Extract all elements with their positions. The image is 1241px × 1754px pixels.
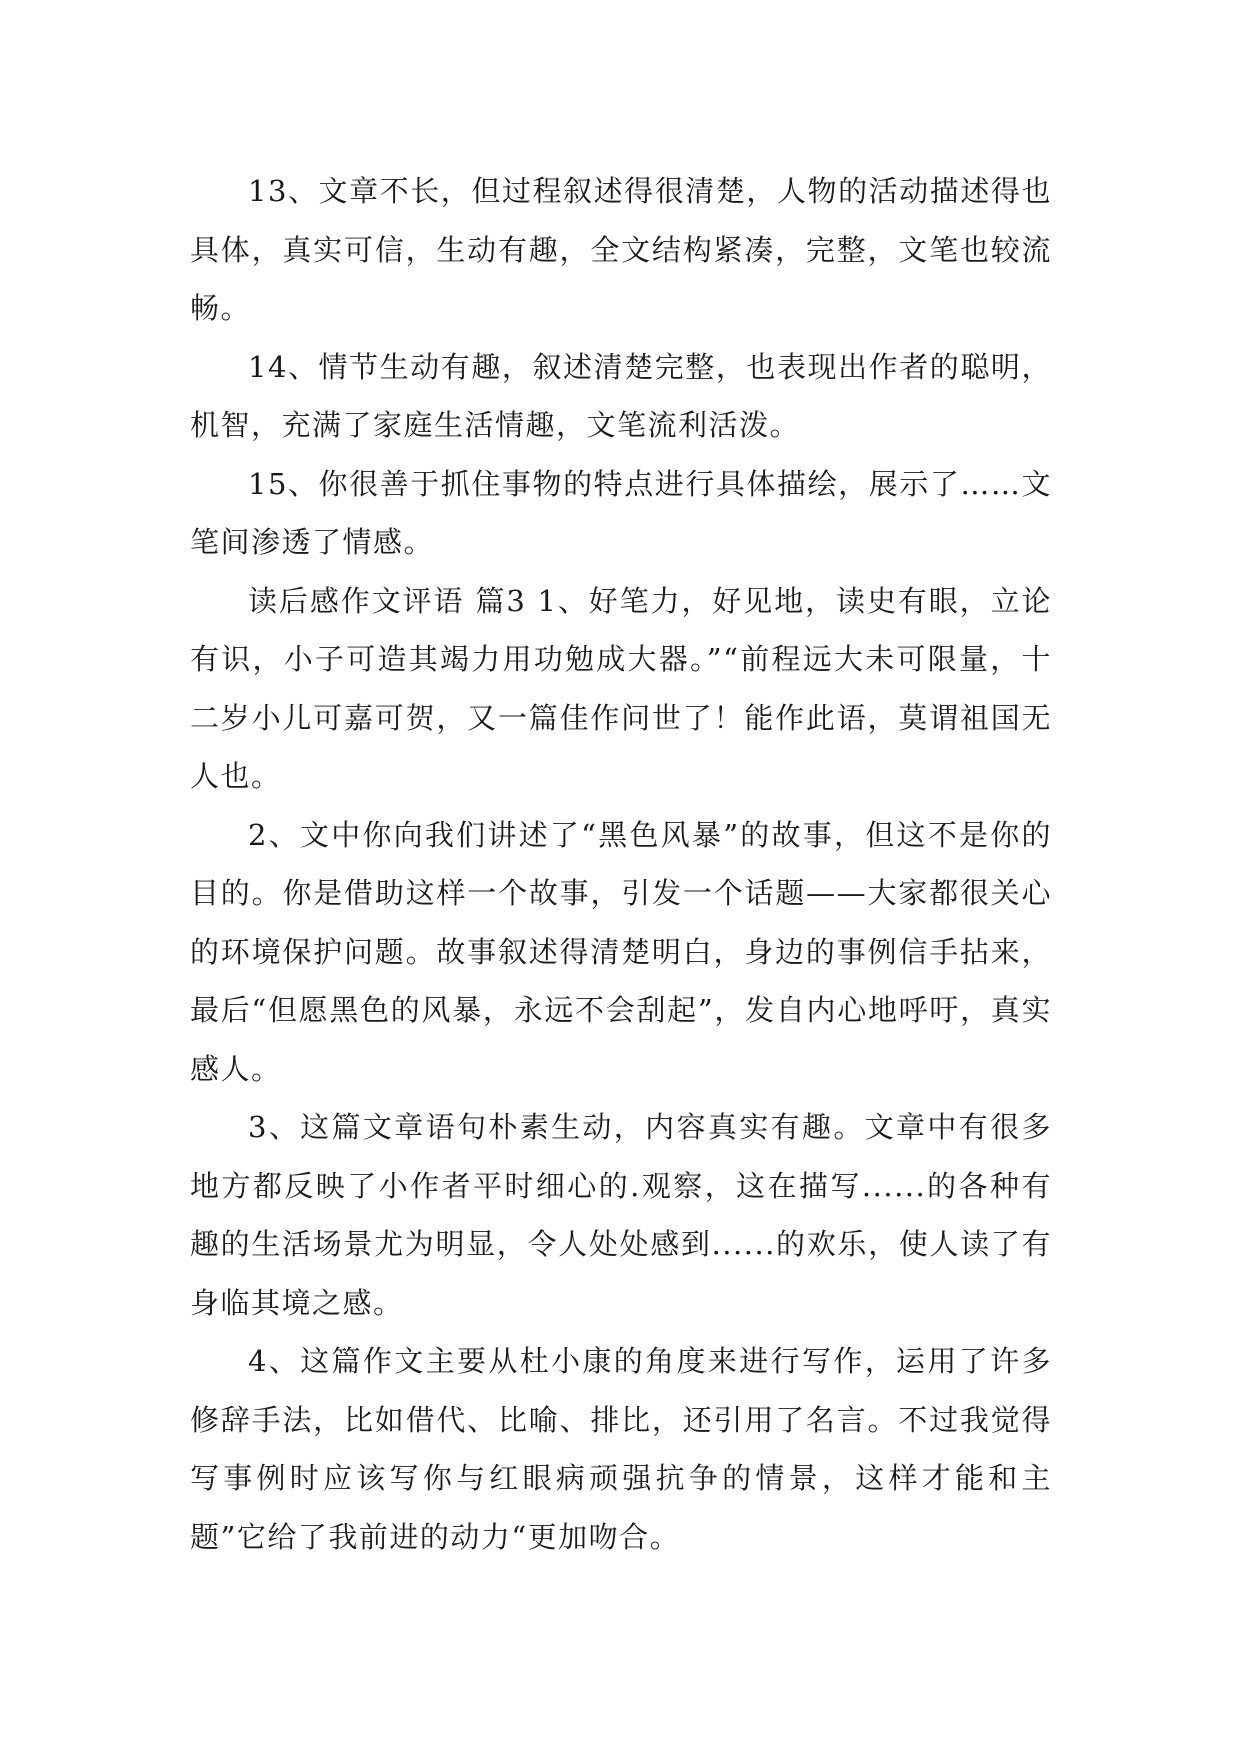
paragraph-13: 13、文章不长，但过程叙述得很清楚，人物的活动描述得也具体，真实可信，生动有趣，全文结构紧凑，完整，文笔也较流畅。: [190, 174, 1052, 325]
paragraph-section-3-item-2: 2、文中你向我们讲述了“黑色风暴”的故事，但这不是你的目的。你是借助这样一个故事，引发一个话题——大家都很关心的环境保护问题。故事叙述得清楚明白，身边的事例信手拈来，最后“但愿黑色的风暴，永远不会刮起”，发自内心地呼吁，真实感人。: [190, 817, 1052, 1086]
paragraph-15: 15、你很善于抓住事物的特点进行具体描绘，展示了……文笔间渗透了情感。: [190, 466, 1052, 559]
document-body: [190, 162, 1052, 1566]
paragraph-14: 14、情节生动有趣，叙述清楚完整，也表现出作者的聪明，机智，充满了家庭生活情趣，文笔流利活泼。: [190, 349, 1052, 442]
paragraph-section-3-item-1: 读后感作文评语 篇3 1、好笔力，好见地，读史有眼，立论有识，小子可造其竭力用功勉成大器。”“前程远大未可限量，十二岁小儿可嘉可贺，又一篇佳作问世了！能作此语，莫谓祖国无人也。: [190, 583, 1052, 793]
paragraph-section-3-item-3: 3、这篇文章语句朴素生动，内容真实有趣。文章中有很多地方都反映了小作者平时细心的.观察，这在描写......的各种有趣的生活场景尤为明显，令人处处感到......的欢乐，使人读了有身临其境之感。: [190, 1110, 1052, 1320]
paragraph-section-3-item-4: 4、这篇作文主要从杜小康的角度来进行写作，运用了许多修辞手法，比如借代、比喻、排比，还引用了名言。不过我觉得写事例时应该写你与红眼病顽强抗争的情景，这样才能和主题”它给了我前进的动力“更加吻合。: [190, 1344, 1052, 1554]
